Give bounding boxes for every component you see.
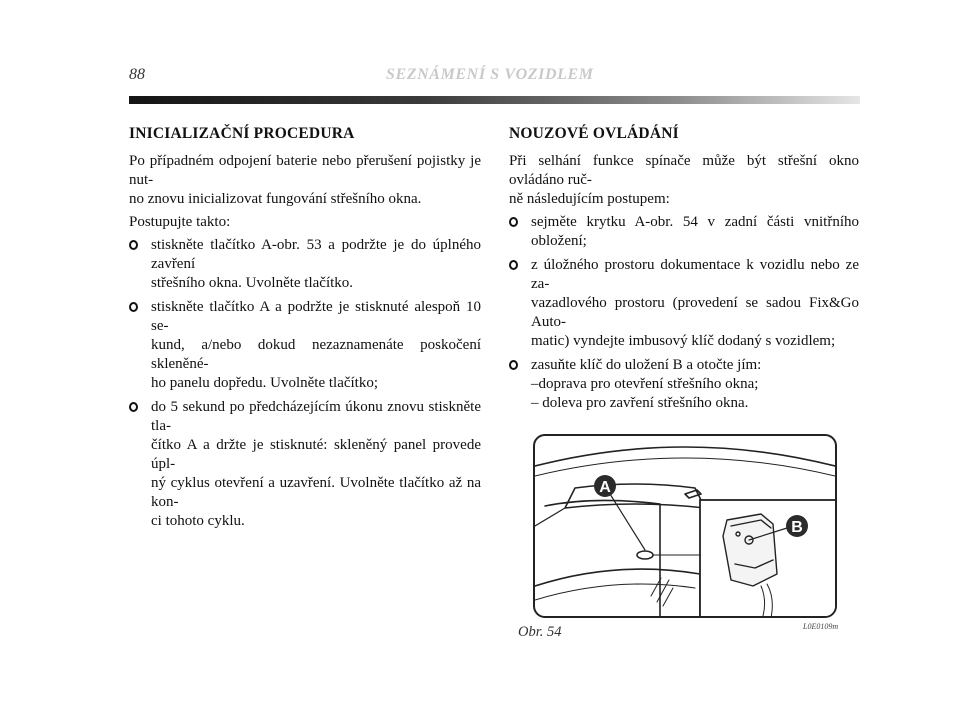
text-line: Po případném odpojení baterie nebo přerušení pojistky je nut- [129, 153, 481, 188]
text-line: ci tohoto cyklu. [151, 513, 245, 529]
roof-line [535, 447, 835, 466]
intro-paragraph [129, 152, 481, 209]
text-line: kund, a/nebo dokud nezaznamenáte poskočení skleněné- [151, 337, 481, 372]
text-line: střešního okna. Uvolněte tlačítko. [151, 275, 354, 291]
text-line: matic) vyndejte imbusový klíč dodaný s vozidlem; [531, 333, 836, 349]
step-list [509, 213, 859, 413]
text-line: čítko A a držte je stisknuté: skleněný panel provede úpl- [151, 437, 481, 472]
bullet-icon [509, 217, 518, 227]
list-item [129, 236, 481, 293]
cover-cap [637, 551, 653, 559]
right-column [509, 124, 859, 418]
list-item [509, 256, 859, 351]
bullet-icon [129, 302, 138, 312]
roof-line [535, 458, 835, 476]
header-rule [129, 96, 860, 104]
bullet-icon [509, 360, 518, 370]
list-item [509, 356, 859, 413]
bullet-icon [129, 402, 138, 412]
text-line: ho panelu dopředu. Uvolněte tlačítko; [151, 375, 379, 391]
list-item [129, 398, 481, 531]
text-line: no znovu inicializovat fungování střešního okna. [129, 191, 422, 207]
reflection-lines [651, 578, 673, 606]
list-item [129, 298, 481, 393]
figure-caption: Obr. 54 [518, 624, 562, 640]
bullet-icon [509, 260, 518, 270]
list-item [509, 213, 859, 251]
intro-paragraph [509, 152, 859, 209]
figure-illustration [533, 434, 837, 618]
trim-line [535, 508, 565, 526]
label-b: B [791, 519, 803, 536]
figure-code: L0E0109m [803, 622, 839, 631]
text-line: Při selhání funkce spínače může být střešní okno ovládáno ruč- [509, 153, 859, 188]
text-line: sejměte krytku A-obr. 54 v zadní části vnitřního obložení; [531, 214, 859, 249]
text-line: stiskněte tlačítko A a podržte je stisknuté alespoň 10 se- [151, 299, 481, 334]
text-line: stiskněte tlačítko A-obr. 53 a podržte je do úplného zavření [151, 237, 481, 272]
text-line: z úložného prostoru dokumentace k vozidlu nebo ze za- [531, 257, 859, 292]
window-outline [565, 484, 705, 508]
text-line: zasuňte klíč do uložení B a otočte jím: [531, 357, 762, 373]
text-line: – doleva pro zavření střešního okna. [531, 395, 749, 411]
text-line: ně následujícím postupem: [509, 191, 670, 207]
roof-illustration [535, 436, 837, 618]
lead-paragraph: Postupujte takto: [129, 214, 231, 230]
section-title: INICIALIZAČNÍ PROCEDURA [129, 125, 355, 142]
bullet-icon [129, 240, 138, 250]
left-column [129, 124, 481, 536]
section-title: NOUZOVÉ OVLÁDÁNÍ [509, 125, 679, 142]
text-line: ný cyklus otevření a uzavření. Uvolněte tlačítko až na kon- [151, 475, 481, 510]
motor-housing [723, 514, 777, 586]
running-title: SEZNÁMENÍ S VOZIDLEM [386, 66, 594, 83]
text-line: do 5 sekund po předcházejícím úkonu znovu stiskněte tla- [151, 399, 481, 434]
text-line: –doprava pro otevření střešního okna; [531, 376, 759, 392]
step-list [129, 236, 481, 531]
page-number: 88 [129, 66, 145, 83]
label-a: A [599, 479, 611, 496]
text-line: vazadlového prostoru (provedení se sadou Fix&Go Auto- [531, 295, 859, 330]
